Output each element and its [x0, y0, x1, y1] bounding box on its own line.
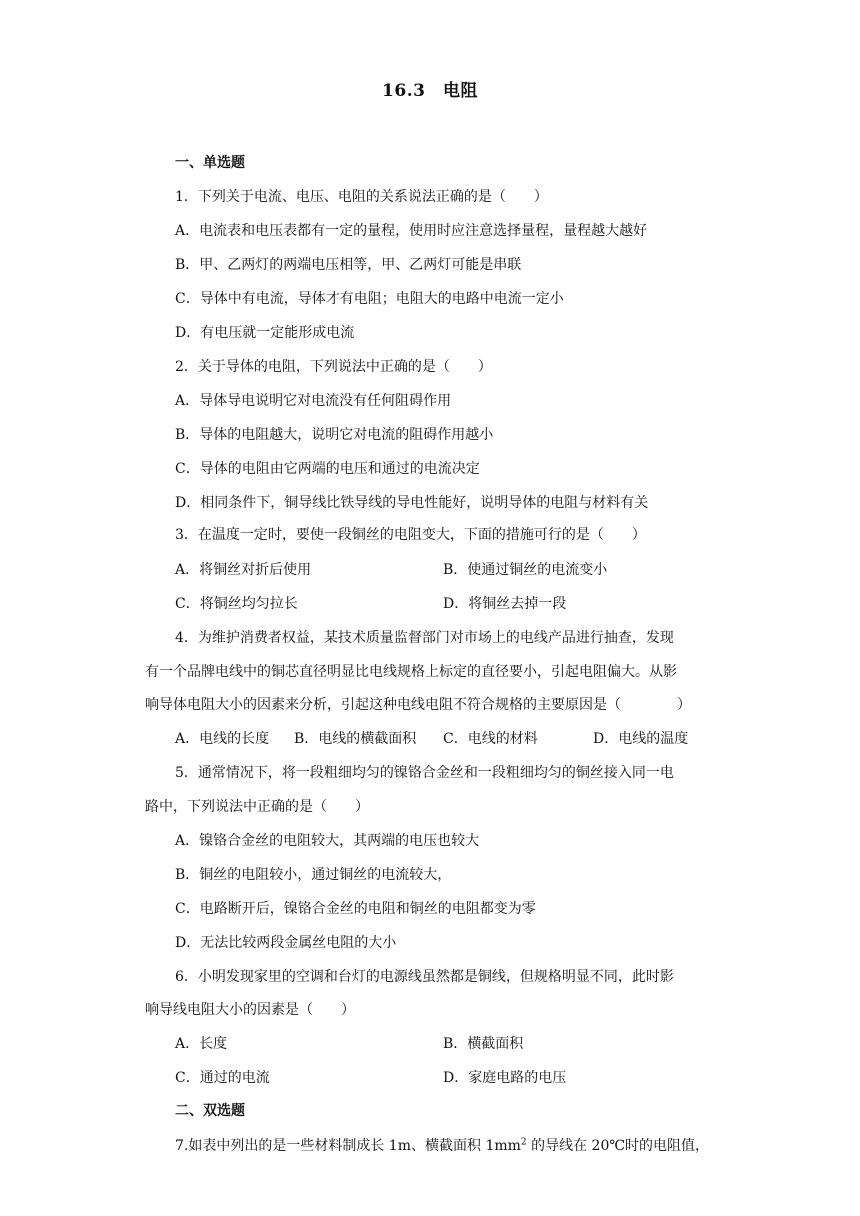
question-3-option-b: B．使通过铜丝的电流变小	[443, 562, 608, 578]
question-6-option-a: A．长度	[175, 1036, 228, 1052]
question-4-line-2: 有一个品牌电线中的铜芯直径明显比电线规格上标定的直径要小，引起电阻偏大。从影	[145, 664, 677, 680]
question-5-option-b: B．铜丝的电阻较小，通过铜丝的电流较大，	[175, 867, 452, 883]
question-5-option-a: A．镍铬合金丝的电阻较大，其两端的电压也较大	[175, 833, 480, 849]
question-6-option-d: D．家庭电路的电压	[443, 1070, 567, 1086]
question-2-option-c: C．导体的电阻由它两端的电压和通过的电流决定	[175, 461, 480, 477]
question-4-line-1: 4．为维护消费者权益，某技术质量监督部门对市场上的电线产品进行抽查，发现	[175, 630, 674, 646]
question-4-line-3: 响导体电阻大小的因素来分析，引起这种电线电阻不符合规格的主要原因是（ ）	[145, 697, 691, 713]
question-5-line-1: 5．通常情况下，将一段粗细均匀的镍铬合金丝和一段粗细均匀的铜丝接入同一电	[175, 765, 674, 781]
section-heading-double-choice: 二、双选题	[175, 1103, 245, 1119]
question-5-option-d: D．无法比较两段金属丝电阻的大小	[175, 935, 397, 951]
question-3-option-c: C．将铜丝均匀拉长	[175, 596, 298, 612]
question-6-option-c: C．通过的电流	[175, 1070, 270, 1086]
question-2-option-d: D．相同条件下，铜导线比铁导线的导电性能好，说明导体的电阻与材料有关	[175, 495, 649, 511]
question-3-option-a: A．将铜丝对折后使用	[175, 562, 312, 578]
question-4-option-c: C．电线的材料	[443, 731, 538, 747]
page-title: 16.3 电阻	[382, 81, 478, 101]
question-7-text-part-1: 7.如表中列出的是一些材料制成长 1m、横截面积 1mm	[175, 1138, 521, 1154]
question-1-stem: 1．下列关于电流、电压、电阻的关系说法正确的是（ ）	[175, 189, 548, 205]
question-1-option-a: A．电流表和电压表都有一定的量程，使用时应注意选择量程，量程越大越好	[175, 223, 648, 239]
question-2-stem: 2．关于导体的电阻，下列说法中正确的是（ ）	[175, 359, 492, 375]
question-5-line-2: 路中，下列说法中正确的是（ ）	[145, 799, 369, 815]
question-7-text-part-2: 的导线在 20℃时的电阻值，	[526, 1138, 710, 1154]
question-3-stem: 3．在温度一定时，要使一段铜丝的电阻变大，下面的措施可行的是（ ）	[175, 527, 646, 543]
question-2-option-a: A．导体导电说明它对电流没有任何阻碍作用	[175, 393, 452, 409]
section-heading-single-choice: 一、单选题	[175, 155, 245, 171]
question-1-option-c: C．导体中有电流，导体才有电阻；电阻大的电路中电流一定小	[175, 291, 564, 307]
question-5-option-c: C．电路断开后，镍铬合金丝的电阻和铜丝的电阻都变为零	[175, 901, 536, 917]
question-4-option-b: B．电线的横截面积	[294, 731, 417, 747]
question-1-option-d: D．有电压就一定能形成电流	[175, 325, 355, 341]
question-4-option-d: D．电线的温度	[593, 731, 689, 747]
question-6-option-b: B．横截面积	[443, 1036, 524, 1052]
question-1-option-b: B．甲、乙两灯的两端电压相等，甲、乙两灯可能是串联	[175, 257, 522, 273]
question-7-superscript: 2	[520, 1137, 527, 1148]
question-6-line-1: 6．小明发现家里的空调和台灯的电源线虽然都是铜线，但规格明显不同，此时影	[175, 969, 674, 985]
question-3-option-d: D．将铜丝去掉一段	[443, 596, 567, 612]
question-2-option-b: B．导体的电阻越大，说明它对电流的阻碍作用越小	[175, 427, 494, 443]
question-7-line-1	[175, 1135, 709, 1155]
question-6-line-2: 响导线电阻大小的因素是（ ）	[145, 1002, 355, 1018]
question-4-option-a: A．电线的长度	[175, 731, 270, 747]
